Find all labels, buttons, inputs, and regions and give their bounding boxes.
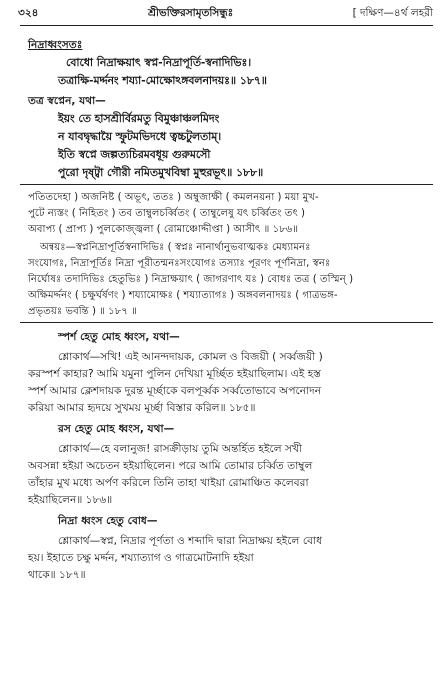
page-header <box>18 6 433 24</box>
book-title: শ্রীভক্তিরসামৃতসিন্ধুঃ <box>148 7 234 19</box>
translation-line: হয়। ইহাতে চক্ষু মর্দ্দন, শয্যাত্যাগ ও গাত্রমোটনাদি হইয়া <box>28 552 254 564</box>
section-divider <box>20 184 433 185</box>
verse-line: ইতি স্বপ্নে জল্পত্যচিরমবধূয় গুরুমসৌ <box>58 148 211 161</box>
translation-line: শ্লোকার্থ—সখি! এই আনন্দদায়ক, কোমল ও বিজয়ী ( সর্ব্বজয়ী ) <box>58 351 323 363</box>
commentary-line: অক্ষিমর্দ্দনং ( চক্ষুর্ঘর্ষণং ) শয্যামোক্ষঃ ( শয্যাত্যাগঃ ) অঙ্গবলনাদয়ঃ ( গাত্রভঙ্গ- <box>28 290 338 301</box>
commentary-line: অবাপ্য ( প্রাপ্য ) পুলকোজ্জ্বলা ( রোমাঞ্চোদ্দীপ্তা ) আসীৎ ॥ ১৮৬॥ <box>28 224 299 235</box>
commentary-line: পুটে ন্যস্তং ( নিহিতং ) তব তাম্বুলচর্ব্বিতং ( তাম্বুলেষু যৎ চর্ব্বিতং তৎ ) <box>28 208 306 219</box>
verse-line: ইয়ং তে হাসশ্রীর্বিরমতু বিমুঞ্চাঞ্চলমিদং <box>58 112 220 125</box>
translation-line: করিয়া আমার হৃদয়ে সুখময় মূর্চ্ছা বিস্তার করিল॥ ১৮৫॥ <box>28 402 256 414</box>
commentary-line: অন্বয়ঃ—স্বপ্ননিদ্রাপূর্তিস্বনাদিভিঃ ( স্বপ্নঃ নানার্থানুভবাত্মকঃ মেধ্যামনঃ <box>40 242 311 253</box>
section-heading: স্পর্শ হেতু মোহ ধ্বংস, যথা— <box>58 331 180 343</box>
verse-heading: নিদ্রাধ্বংসতঃ <box>28 39 83 51</box>
translation-line: অবসন্না হইয়া অচেতন হইয়াছিলেন। পরে আমি তোমার চর্ব্বিত তাম্বুল <box>28 460 313 472</box>
verse-line: ন যাবদ্বৃদ্ধায়ৈ স্ফুটমভিদধে ত্বচ্চটুলতাম্। <box>58 130 222 143</box>
section-divider <box>20 322 433 323</box>
commentary-line: পতিতদেহা ) অজনিষ্ট ( অভূৎ, ততঃ ) অম্বুজাক্ষী ( কমলনয়না ) ময়া মুখ- <box>28 192 319 203</box>
verse-line: তত্রাক্ষি-মর্দ্দনং শয্যা-মোক্ষোঽঙ্গবলনাদয়ঃ॥ ১৮৭॥ <box>58 74 267 87</box>
commentary-line: প্রভৃতয়ঃ ভবন্তি ) ॥ ১৮৭ ॥ <box>28 306 138 317</box>
translation-line: থাকে॥ ১৮৭॥ <box>28 569 86 581</box>
section-heading: নিদ্রা ধ্বংস হেতু বোধ— <box>58 515 158 527</box>
translation-line: শ্লোকার্থ—হে বলানুজ! রাসক্রীড়ায় তুমি অন্তর্হিত হইলে সখী <box>58 443 302 455</box>
section-heading: রস হেতু মোহ ধ্বংস, যথা— <box>58 423 175 435</box>
commentary-line: নির্ঘোষঃ তদাদিভিঃ হেতুভিঃ ) নিদ্রাক্ষয়াৎ ( জাগরণাৎ যঃ ) বোধঃ তত্র ( তস্মিন্ ) <box>28 274 354 285</box>
section-label: [ দক্ষিণ—৪র্থ লহরী <box>352 7 433 19</box>
translation-line: স্পর্শ আমার ক্লেশদায়ক দুরন্ত মূর্চ্ছাকে বলপূর্ব্বক সর্ব্বতোভাবে অপনোদন <box>28 385 322 397</box>
verse-line: বোধো নিদ্রাক্ষয়াৎ স্বপ্ন-নিদ্রাপূর্তি-স্বনাদিভিঃ। <box>66 56 252 69</box>
translation-line: করস্পর্শ কাহার? আমি যমুনা পুলিন দেখিয়া মূর্চ্ছিত হইয়াছিলাম। এই হস্ত <box>28 368 321 380</box>
sub-heading: তত্র স্বপ্নেন, যথা— <box>28 95 106 107</box>
header-rule <box>20 25 433 26</box>
verse-line: পুরো দৃষ্ট্বা গৌরী নমিতমুখবিম্বা মুহুরভূৎ॥ ১৮৮॥ <box>58 166 264 179</box>
translation-line: শ্লোকার্থ—স্বপ্ন, নিদ্রার পূর্ণতা ও শব্দাদি দ্বারা নিদ্রাক্ষয় হইলে বোধ <box>58 535 323 547</box>
translation-line: হইয়াছিলেন॥ ১৮৬॥ <box>28 494 113 506</box>
commentary-line: সংযোগঃ, নিদ্রাপূর্তিঃ নিদ্রা পূরীতন্মনঃসংযোগঃ তস্যাঃ পূরণং পূর্ণনিদ্রা, স্বনঃ <box>28 258 331 269</box>
page-number: ৩২৪ <box>18 7 39 19</box>
translation-line: তাঁহার মুখ মধ্যে অর্পণ করিলে তিনি তাহা খাইয়া রোমাঞ্চিত কলেবরা <box>28 477 309 489</box>
